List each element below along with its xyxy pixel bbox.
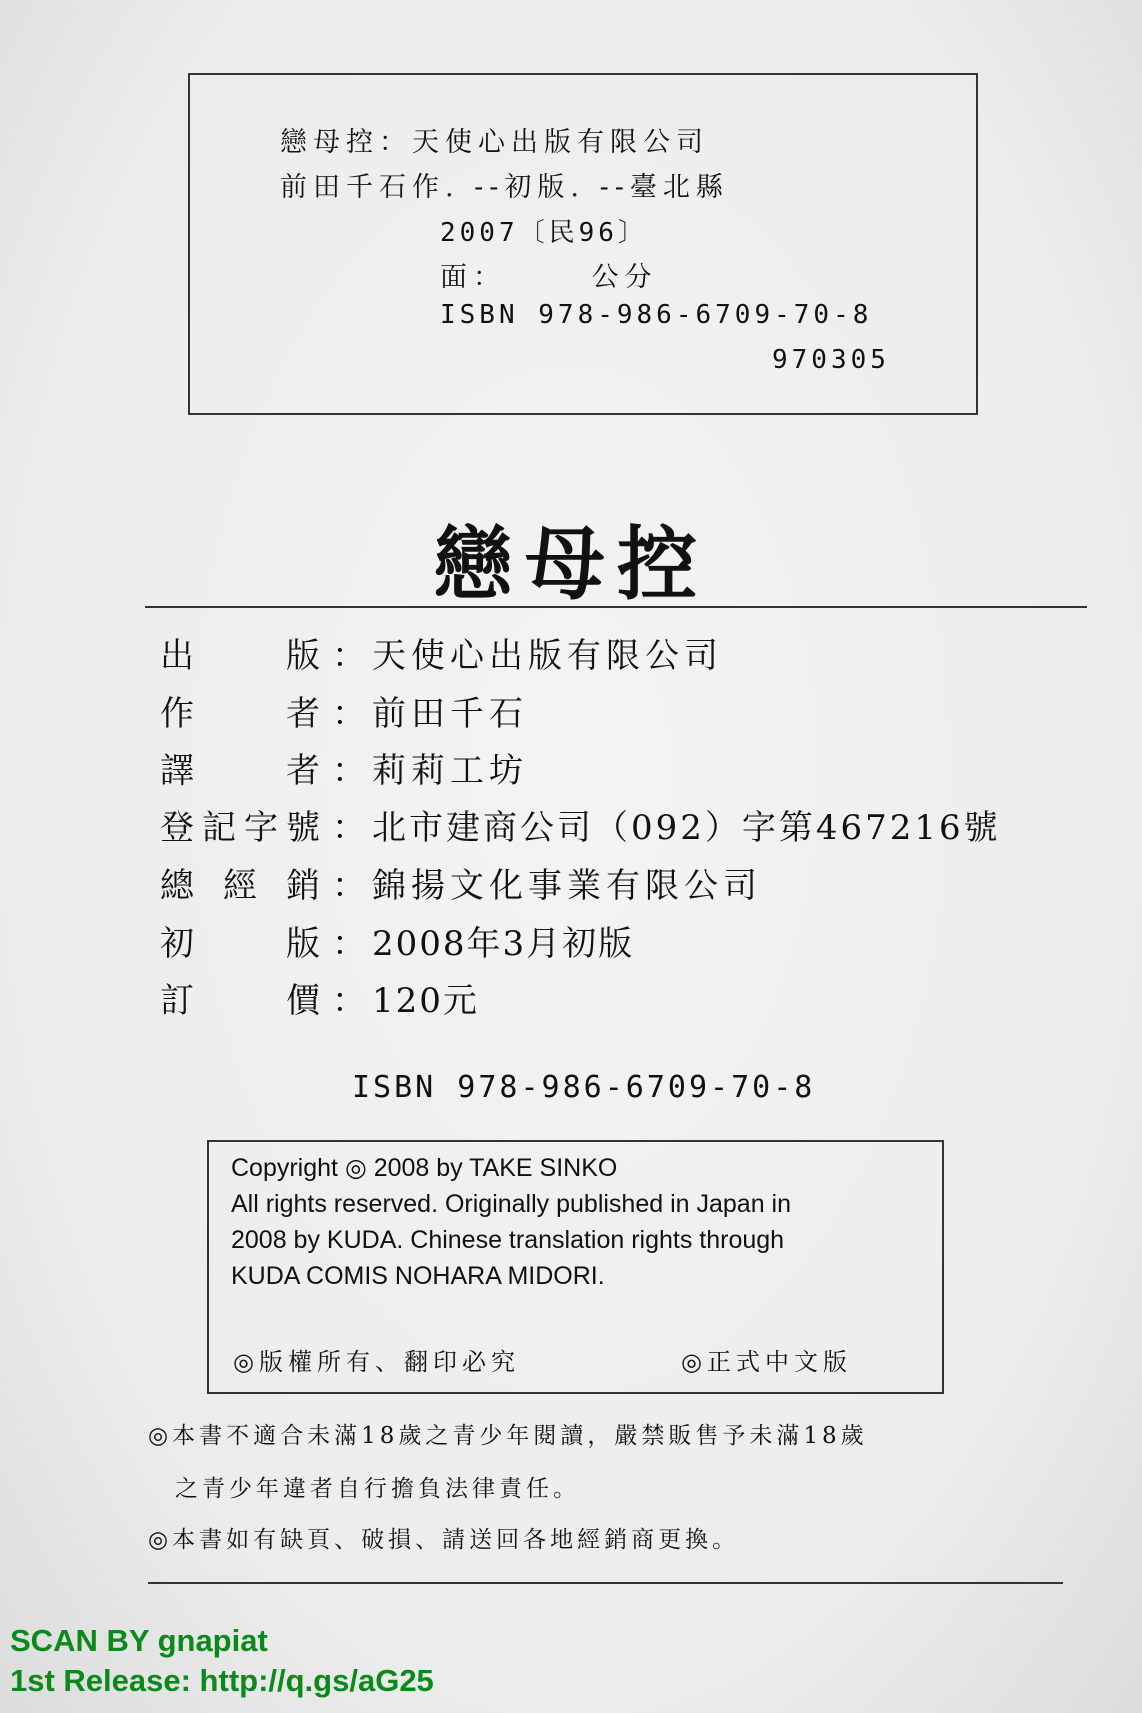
cip-line-3: 2007〔民96〕 (440, 218, 648, 248)
copyright-line: KUDA COMIS NOHARA MIDORI. (231, 1262, 605, 1290)
info-value: 天使心出版有限公司 (372, 636, 723, 676)
info-value: 莉莉工坊 (372, 751, 528, 791)
info-value: 北市建商公司（092）字第467216號 (372, 808, 1001, 848)
title-divider (145, 606, 1087, 608)
cip-code: 970305 (772, 345, 890, 375)
replacement-notice: ◎本書如有缺頁、破損、請送回各地經銷商更換。 (148, 1527, 740, 1553)
cip-line-4: 面： 公分 (440, 262, 658, 293)
cip-line-1: 戀母控：天使心出版有限公司 (280, 127, 709, 158)
info-label: 登記字號 (160, 808, 320, 848)
release-credit: 1st Release: http://q.gs/aG25 (10, 1663, 434, 1698)
copyright-box (207, 1140, 944, 1394)
info-colon: ： (332, 866, 366, 906)
age-restriction-notice: ◎本書不適合未滿18歲之青少年閱讀，嚴禁販售予未滿18歲 (148, 1423, 868, 1449)
info-colon: ： (332, 981, 366, 1021)
book-title: 戀母控 (433, 517, 709, 611)
info-colon: ： (332, 924, 366, 964)
info-label: 作 者 (160, 694, 320, 734)
info-label: 訂 價 (160, 981, 320, 1021)
info-colon: ： (332, 636, 366, 676)
copyright-line: 2008 by KUDA. Chinese translation rights through (231, 1226, 785, 1254)
official-edition-note: ◎正式中文版 (681, 1348, 852, 1376)
info-colon: ： (332, 694, 366, 734)
info-colon: ： (332, 751, 366, 791)
info-value: 2008年3月初版 (372, 924, 635, 964)
scan-credit: SCAN BY gnapiat (10, 1623, 268, 1658)
rights-reserved-note: ◎版權所有、翻印必究 (233, 1348, 520, 1376)
cip-box (188, 73, 978, 415)
info-label: 總經銷 (160, 866, 320, 906)
info-value: 120元 (372, 981, 479, 1021)
bottom-divider (148, 1582, 1063, 1584)
cip-isbn: ISBN 978-986-6709-70-8 (440, 300, 873, 330)
info-label: 出 版 (160, 636, 320, 676)
info-label: 譯 者 (160, 751, 320, 791)
info-colon: ： (332, 808, 366, 848)
isbn: ISBN 978-986-6709-70-8 (352, 1070, 816, 1105)
age-restriction-notice-cont: 之青少年違者自行擔負法律責任。 (175, 1476, 580, 1502)
copyright-line: All rights reserved. Originally published in Japan in (231, 1190, 792, 1218)
info-value: 錦揚文化事業有限公司 (372, 866, 762, 906)
info-label: 初 版 (160, 924, 320, 964)
copyright-line: Copyright ◎ 2008 by TAKE SINKO (231, 1154, 618, 1182)
cip-line-2: 前田千石作. --初版. --臺北縣 (280, 172, 729, 203)
info-value: 前田千石 (372, 694, 528, 734)
copyright-text (231, 1150, 931, 1294)
